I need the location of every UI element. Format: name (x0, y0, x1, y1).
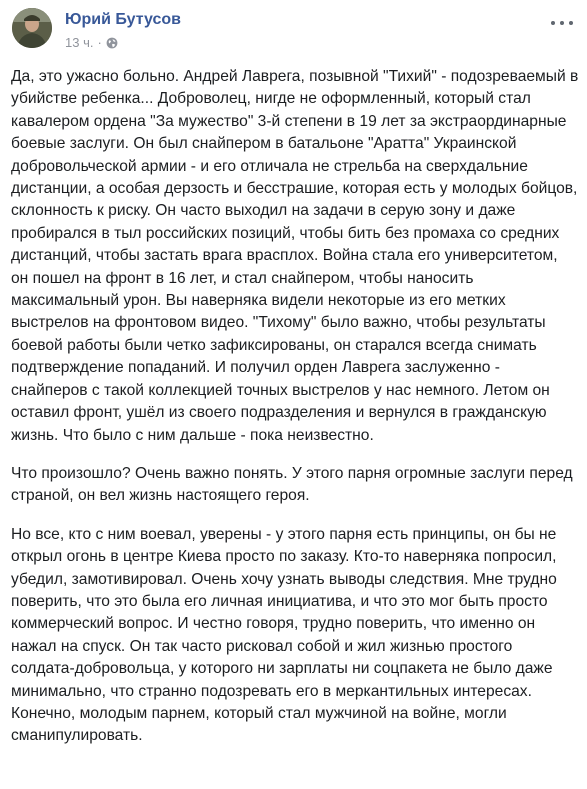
avatar-image (12, 8, 52, 48)
more-icon-dot (560, 21, 564, 25)
meta-separator: · (97, 35, 102, 50)
globe-icon[interactable] (106, 37, 118, 49)
author-name[interactable]: Юрий Бутусов (65, 11, 182, 28)
avatar[interactable] (12, 8, 52, 48)
post-paragraph: Что произошло? Очень важно понять. У этого парня огромные заслуги перед страной, он вел жизнь настоящего героя. (11, 464, 573, 505)
post-paragraph: Да, это ужасно больно. Андрей Лаврега, позывной "Тихий" - подозреваемый в убийстве ребенка... Доброволец, нигде не оформленный, который стал кавалером ордена "За мужество" 3-й степени в 19 лет за экстраординарные боевые заслуги. Он был снайпером в батальоне "Аратта" Украинской добровольческой армии - и его отличала не стрельба на сверхдальние дистанции, а особая дерзость и бесстрашие, которая есть у молодых бойцов, склонность к риску. Он часто выходил на задачи в серую зону и даже пробирался в тыл российских позиций, чтобы бить без промаха со средних дистанций, чтобы застать врага врасплох. Война стала его университетом, он пошел на фронт в 16 лет, и стал снайпером, чтобы наносить максимальный урон. Вы наверняка видели некоторые из его метких выстрелов на фронтовом видео. "Тихому" было важно, чтобы результаты боевой работы были четко зафиксированы, он старался всегда снимать подтверждение попаданий. И получил орден Лаврега заслуженно - снайперов с такой коллекцией точных выстрелов у нас немного. Летом он оставил фронт, ушёл из своего подразделения и вернулся в гражданскую жизнь. Что было с ним дальше - пока неизвестно. (11, 68, 579, 444)
post-body (11, 66, 579, 764)
post-meta (65, 35, 118, 50)
post-header (12, 8, 577, 54)
post-time[interactable]: 13 ч. (65, 35, 94, 50)
more-icon-dot (551, 21, 555, 25)
more-options-button[interactable] (551, 16, 573, 30)
more-icon-dot (569, 21, 573, 25)
post-paragraph: Но все, кто с ним воевал, уверены - у этого парня есть принципы, он бы не открыл огонь в центре Киева просто по заказу. Кто-то наверняка попросил, убедил, замотивировал. Очень хочу узнать выводы следствия. Мне трудно поверить, что это была его личная инициатива, и что это мог быть просто коммерческий вопрос. И честно говоря, трудно поверить, что именно он нажал на спуск. Он так часто рисковал собой и жил жизнью простого солдата-добровольца, у которого ни зарплаты ни соцпакета не было даже минимально, что странно подозревать его в меркантильных интересах. Конечно, молодым парнем, который стал мужчиной на войне, могли сманипулировать. (11, 525, 557, 745)
